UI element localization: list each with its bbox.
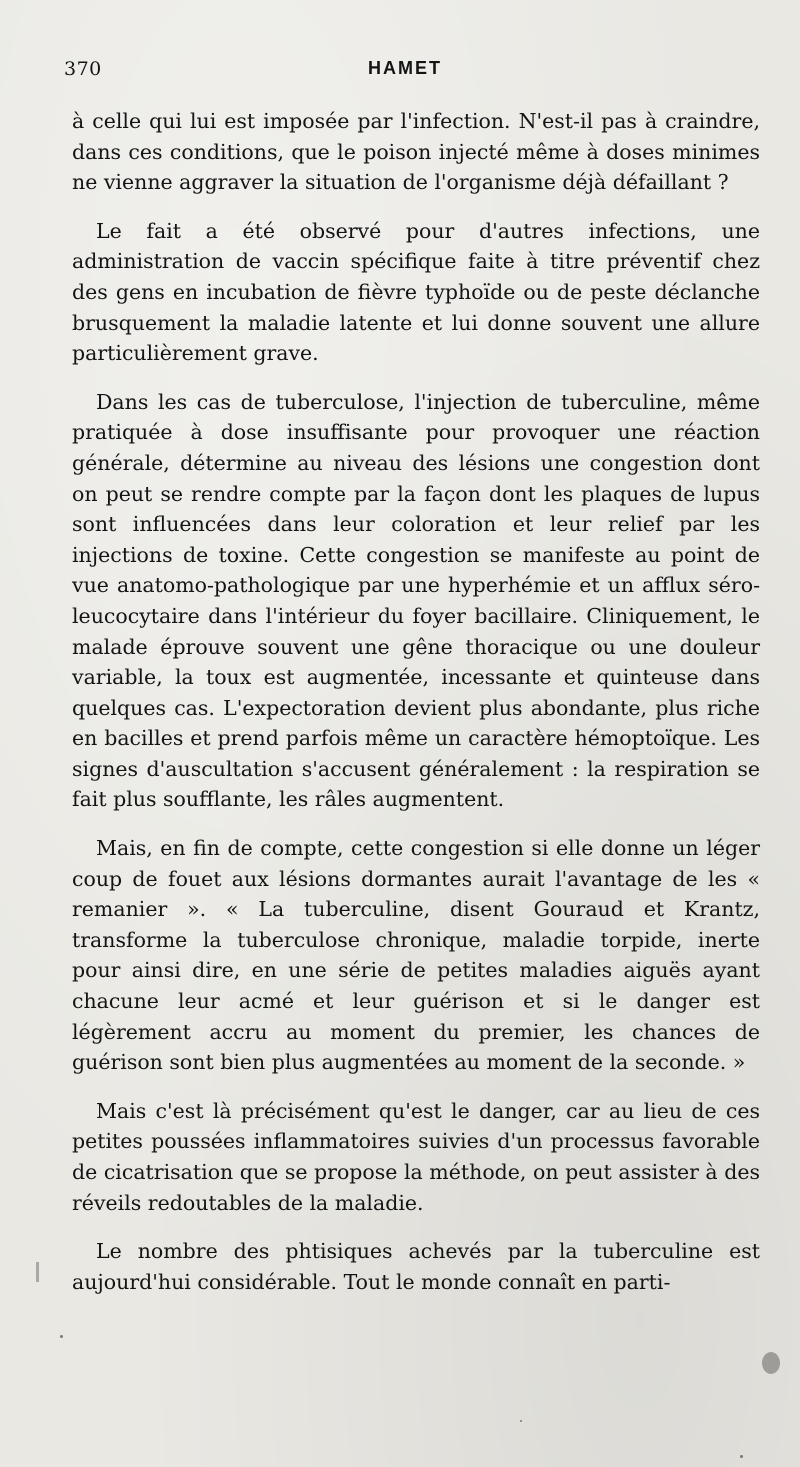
print-speck: [762, 1352, 780, 1374]
running-head: HAMET: [368, 58, 442, 78]
page-header: [64, 58, 754, 88]
paragraph-4: Mais, en fin de compte, cette congestion si elle donne un léger coup de fouet aux lésions dormantes aurait l'avantage de les « remanier ». « La tuberculine, disent Gouraud et Krantz, transforme la tuberculose chronique, maladie torpide, inerte pour ainsi dire, en une série de petites maladies aiguës ayant chacune leur acmé et leur guérison et si le danger est légèrement accru au moment du premier, les chances de guérison sont bien plus augmentées au moment de la seconde. »: [72, 836, 760, 1075]
paragraph-6: Le nombre des phtisiques achevés par la tuberculine est aujourd'hui considérable. Tout le monde connaît en parti-: [72, 1239, 760, 1294]
page-number: 370: [64, 58, 102, 80]
print-scratch: [36, 1262, 39, 1282]
body-text: [72, 106, 760, 1315]
paragraph-3: Dans les cas de tuberculose, l'injection de tuberculine, même pratiquée à dose insuffisante pour provoquer une réaction générale, détermine au niveau des lésions une congestion dont on peut se rendre compte par la façon dont les plaques de lupus sont influencées dans leur coloration et leur relief par les injections de toxine. Cette congestion se manifeste au point de vue anatomo-pathologique par une hyperhémie et un afflux séro-leucocytaire dans l'intérieur du foyer bacillaire. Cliniquement, le malade éprouve souvent une gêne thoracique ou une douleur variable, la toux est augmentée, incessante et quinteuse dans quelques cas. L'expectoration devient plus abondante, plus riche en bacilles et prend parfois même un caractère hémoptoïque. Les signes d'auscultation s'accusent généralement : la respiration se fait plus soufflante, les râles augmentent.: [72, 389, 760, 812]
print-speck: [740, 1455, 743, 1458]
paragraph-5: Mais c'est là précisément qu'est le danger, car au lieu de ces petites poussées inflammatoires suivies d'un processus favorable de cicatrisation que se propose la méthode, on peut assister à des réveils redoutables de la maladie.: [72, 1098, 760, 1215]
paragraph-2: Le fait a été observé pour d'autres infections, une administration de vaccin spécifique faite à titre préventif chez des gens en incubation de fièvre typhoïde ou de peste déclanche brusquement la maladie latente et lui donne souvent une allure particulièrement grave.: [72, 218, 760, 366]
print-speck: [60, 1335, 63, 1338]
print-speck: [520, 1420, 522, 1422]
paragraph-1: à celle qui lui est imposée par l'infection. N'est-il pas à craindre, dans ces conditions, que le poison injecté même à doses minimes ne vienne aggraver la situation de l'organisme déjà défaillant ?: [72, 109, 760, 195]
